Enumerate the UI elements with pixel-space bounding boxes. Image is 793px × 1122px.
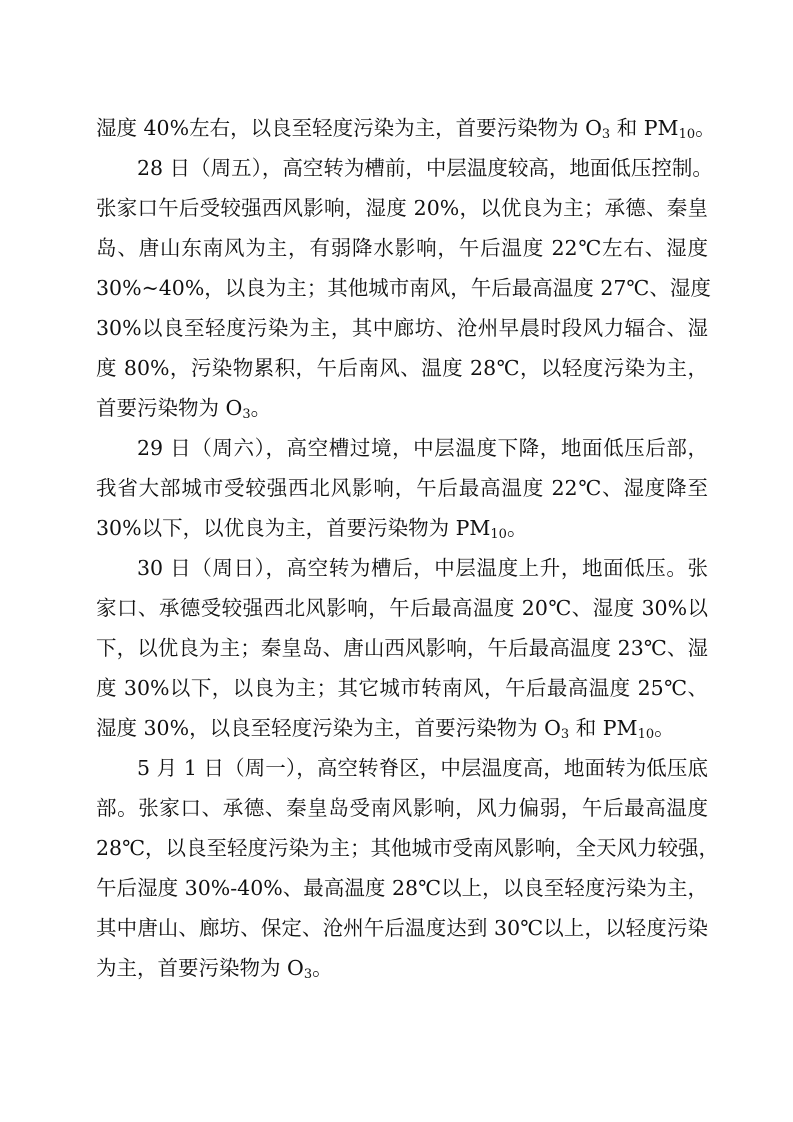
paragraph-30-line-5: 湿度 30%，以良至轻度污染为主，首要污染物为 $O_3$ 和 $PM_{10}$。 xyxy=(96,716,675,742)
paragraph-28-line-1: 28 日（周五），高空转为槽前，中层温度较高，地面低压控制。 xyxy=(137,156,713,180)
paragraph-28-line-7: 首要污染物为 $O_3$。 xyxy=(96,396,272,422)
paragraph-28-line-2: 张家口午后受较强西风影响，湿度 20%，以优良为主；承德、秦皇 xyxy=(96,196,708,220)
paragraph-29-line-1: 29 日（周六），高空槽过境，中层温度下降，地面低压后部， xyxy=(137,436,708,460)
paragraph-may1-line-1: 5 月 1 日（周一），高空转脊区，中层温度高，地面转为低压底 xyxy=(137,756,708,780)
paragraph-30-line-3: 下，以优良为主；秦皇岛、唐山西风影响，午后最高温度 23℃、湿 xyxy=(96,636,708,660)
paragraph-may1-line-5: 其中唐山、廊坊、保定、沧州午后温度达到 30℃以上，以轻度污染 xyxy=(96,916,708,940)
paragraph-may1-line-2: 部。张家口、承德、秦皇岛受南风影响，风力偏弱，午后最高温度 xyxy=(96,796,708,820)
paragraph-30-line-2: 家口、承德受较强西北风影响，午后最高温度 20℃、湿度 30%以 xyxy=(96,596,708,620)
paragraph-28-line-4: 30%~40%，以良为主；其他城市南风，午后最高温度 27℃、湿度 xyxy=(96,276,711,300)
paragraph-30-line-4: 度 30%以下，以良为主；其它城市转南风，午后最高温度 25℃、 xyxy=(96,676,708,700)
paragraph-may1-line-6: 为主，首要污染物为 $O_3$。 xyxy=(96,956,333,982)
paragraph-29-line-3: 30%以下，以优良为主，首要污染物为 $PM_{10}$。 xyxy=(96,516,528,542)
paragraph-29-line-2: 我省大部城市受较强西北风影响，午后最高温度 22℃、湿度降至 xyxy=(96,476,708,500)
paragraph-30-line-1: 30 日（周日），高空转为槽后，中层温度上升，地面低压。张 xyxy=(137,556,708,580)
paragraph-28-line-5: 30%以良至轻度污染为主，其中廊坊、沧州早晨时段风力辐合、湿 xyxy=(96,316,708,340)
paragraph-line: 湿度 40%左右，以良至轻度污染为主，首要污染物为 $O_3$ 和 $PM_{10}$。 xyxy=(96,116,716,142)
paragraph-28-line-3: 岛、唐山东南风为主，有弱降水影响，午后温度 22℃左右、湿度 xyxy=(96,236,708,260)
paragraph-28-line-6: 度 80%，污染物累积，午后南风、温度 28℃，以轻度污染为主， xyxy=(96,356,708,380)
paragraph-may1-line-3: 28℃，以良至轻度污染为主；其他城市受南风影响，全天风力较强， xyxy=(96,836,720,860)
paragraph-may1-line-4: 午后湿度 30%-40%、最高温度 28℃以上，以良至轻度污染为主， xyxy=(96,876,708,900)
